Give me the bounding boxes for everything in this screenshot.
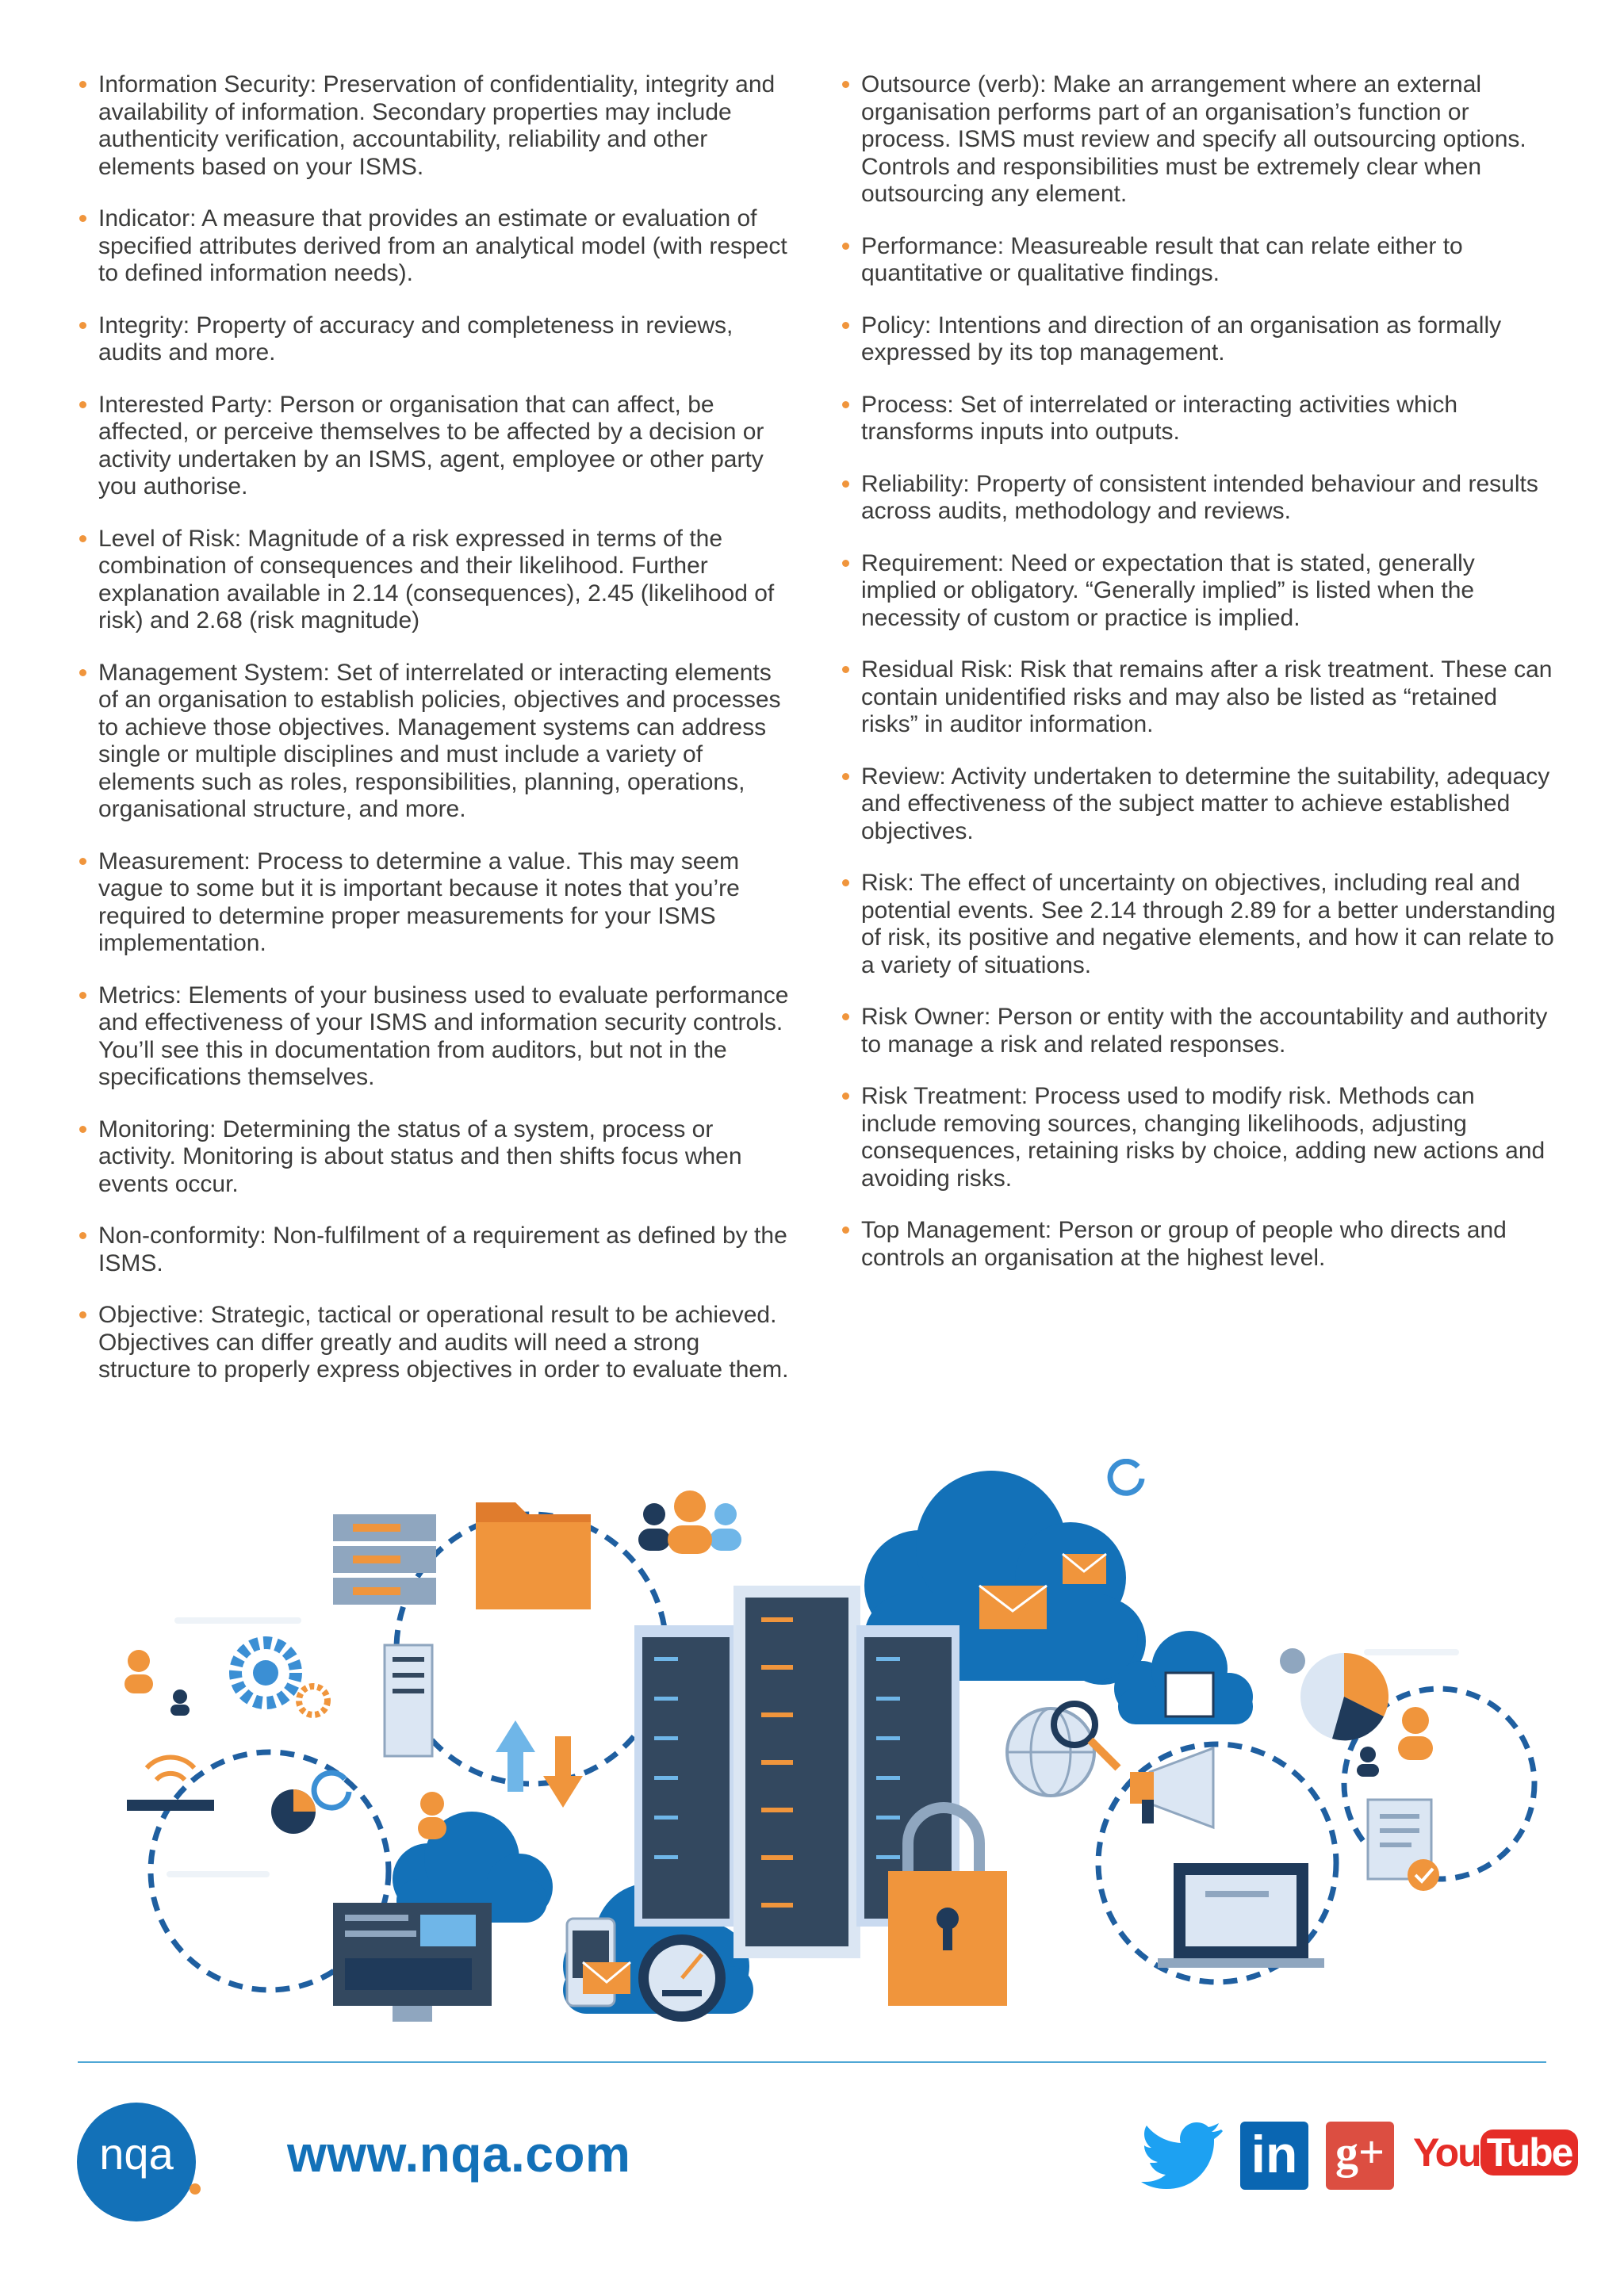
linkedin-icon[interactable]	[1240, 2122, 1308, 2190]
website-link[interactable]: www.nqa.com	[287, 2126, 631, 2183]
person-icon	[1398, 1707, 1433, 1760]
glossary-item-text: Integrity: Property of accuracy and completeness in reviews, audits and more.	[98, 312, 733, 365]
glossary-item-text: Performance: Measureable result that can relate either to quantitative or qualitative findings.	[861, 232, 1463, 286]
twitter-icon[interactable]	[1140, 2122, 1223, 2190]
logo-text: nqa	[99, 2129, 174, 2179]
glossary-item	[79, 392, 793, 501]
glossary-item-text: Monitoring: Determining the status of a system, process or activity. Monitoring is about status and then shifts focus when events occur.	[98, 1115, 742, 1197]
person-icon	[418, 1792, 446, 1839]
glossary-item	[842, 656, 1556, 739]
glossary-item	[79, 1116, 793, 1199]
server-stack-icon	[333, 1514, 436, 1605]
logo-dot	[190, 2183, 201, 2195]
server-tower-icon	[385, 1645, 432, 1756]
glossary-item	[842, 870, 1556, 979]
glossary-item-text: Top Management: Person or group of people who directs and controls an organisation at the highest level.	[861, 1217, 1507, 1271]
glossary-item-text: Management System: Set of interrelated or interacting elements of an organisation to establish policies, objectives and processes to achieve those objectives. Management systems can address single or multiple disciplines and must include a variety of elements such as roles, responsibilities, planning, operations, organisational structure, and more.	[98, 659, 781, 822]
google-plus-label: g+	[1335, 2126, 1385, 2178]
glossary-item-text: Review: Activity undertaken to determine the suitability, adequacy and effectiveness of the subject matter to achieve established objectives.	[861, 763, 1550, 844]
youtube-tube-label: Tube	[1480, 2130, 1579, 2175]
glossary-item	[79, 312, 793, 367]
glossary-item	[79, 526, 793, 635]
glossary-item-text: Policy: Intentions and direction of an organisation as formally expressed by its top management.	[861, 312, 1502, 365]
google-plus-icon[interactable]	[1326, 2122, 1394, 2190]
megaphone-icon	[1130, 1748, 1213, 1827]
person-icon	[124, 1650, 153, 1693]
glossary-item-text: Residual Risk: Risk that remains after a risk treatment. These can contain unidentified risks and may also be listed as “retained risks” in auditor information.	[861, 656, 1553, 737]
wifi-router-icon	[127, 1757, 214, 1811]
glossary-item	[842, 71, 1556, 209]
glossary-list-left	[79, 71, 793, 1384]
envelope-icon	[1063, 1554, 1106, 1584]
nqa-logo[interactable]	[77, 2103, 210, 2221]
glossary-item	[842, 1083, 1556, 1192]
glossary-item	[842, 392, 1556, 446]
glossary-item	[79, 205, 793, 288]
laptop-icon	[1158, 1863, 1324, 1968]
glossary-list-right	[842, 71, 1556, 1272]
glossary-item-text: Reliability: Property of consistent intended behaviour and results across audits, methodology and reviews.	[861, 470, 1538, 524]
document-check-icon	[1368, 1800, 1439, 1891]
desktop-monitor-icon	[333, 1903, 492, 2022]
pie-chart-icon	[1280, 1648, 1388, 1740]
glossary-item-text: Objective: Strategic, tactical or operational result to be achieved. Objectives can differ greatly and audits will need a strong structure to properly express objectives in order to evaluate them.	[98, 1302, 789, 1383]
gear-icon	[236, 1643, 327, 1715]
glossary-item-text: Non-conformity: Non-fulfilment of a requirement as defined by the ISMS.	[98, 1223, 787, 1276]
glossary-item-text: Information Security: Preservation of confidentiality, integrity and availability of information. Secondary properties may include authenticity verification, accountability, reliability and other elements based on your ISMS.	[98, 71, 776, 180]
glossary-item	[842, 1004, 1556, 1058]
glossary-item-text: Risk Owner: Person or entity with the accountability and authority to manage a risk and related responses.	[861, 1004, 1548, 1058]
glossary-item	[79, 848, 793, 958]
glossary-item-text: Risk: The effect of uncertainty on objectives, including real and potential events. See 2.14 through 2.89 for a better understanding of risk, its positive and negative elements, and how it can relate to a variety of situations.	[861, 870, 1556, 978]
people-group-icon	[638, 1490, 741, 1554]
glossary-item-text: Measurement: Process to determine a value. This may seem vague to some but it is important because it notes that you’re required to determine proper measurements for your ISMS implementation.	[98, 848, 740, 956]
folder-icon	[476, 1502, 591, 1609]
envelope-icon	[583, 1962, 630, 1994]
globe-icon	[1007, 1709, 1094, 1796]
person-icon	[170, 1689, 190, 1716]
glossary-item	[79, 660, 793, 824]
youtube-you-label: You	[1413, 2130, 1480, 2175]
glossary-item	[79, 71, 793, 181]
glossary-item-text: Metrics: Elements of your business used to evaluate performance and effectiveness of your ISMS and information security controls. You’ll see this in documentation from auditors, but not in the specifications themselves.	[98, 982, 789, 1090]
envelope-icon	[979, 1586, 1047, 1629]
glossary-item	[842, 763, 1556, 846]
glossary-item-text: Requirement: Need or expectation that is stated, generally implied or obligatory. “Generally implied” is listed when the necessity of custom or practice is implied.	[861, 549, 1475, 631]
technology-illustration	[79, 1459, 1546, 2038]
glossary-item	[79, 1302, 793, 1384]
youtube-icon[interactable]	[1413, 2130, 1578, 2175]
glossary-left-column	[79, 71, 793, 1409]
footer-divider	[78, 2061, 1546, 2063]
chip-icon	[1166, 1673, 1213, 1716]
linkedin-label: in	[1251, 2125, 1298, 2183]
glossary-item	[842, 233, 1556, 288]
glossary-item-text: Process: Set of interrelated or interacting activities which transforms inputs into outputs.	[861, 391, 1458, 445]
glossary-item	[842, 550, 1556, 633]
glossary-right-column	[842, 71, 1556, 1296]
glossary-item	[842, 1217, 1556, 1272]
pie-chart-icon	[271, 1789, 316, 1834]
glossary-item	[79, 1223, 793, 1277]
speed-gauge-icon	[638, 1934, 726, 2022]
glossary-item	[79, 982, 793, 1092]
glossary-item-text: Risk Treatment: Process used to modify risk. Methods can include removing sources, changing likelihoods, adjusting consequences, retaining risks by choice, adding new actions and avoiding risks.	[861, 1083, 1545, 1192]
glossary-item-text: Level of Risk: Magnitude of a risk expressed in terms of the combination of consequences and their likelihood. Further explanation available in 2.14 (consequences), 2.45 (likelihood of risk) and 2.68 (risk magnitude)	[98, 525, 775, 633]
transfer-arrows-icon	[496, 1720, 583, 1808]
glossary-item-text: Indicator: A measure that provides an estimate or evaluation of specified attributes derived from an analytical model (with respect to defined information needs).	[98, 205, 787, 286]
glossary-item	[842, 312, 1556, 367]
glossary-item	[842, 471, 1556, 526]
person-icon	[1357, 1747, 1379, 1777]
glossary-item-text: Outsource (verb): Make an arrangement where an external organisation performs part of an organisation’s function or process. ISMS must review and specify all outsourcing options. Controls and responsibilities must be extremely clear when outsourcing any element.	[861, 71, 1526, 207]
glossary-item-text: Interested Party: Person or organisation that can affect, be affected, or perceive themselves to be affected by a decision or activity undertaken by an ISMS, agent, employee or other party you authorise.	[98, 391, 764, 499]
